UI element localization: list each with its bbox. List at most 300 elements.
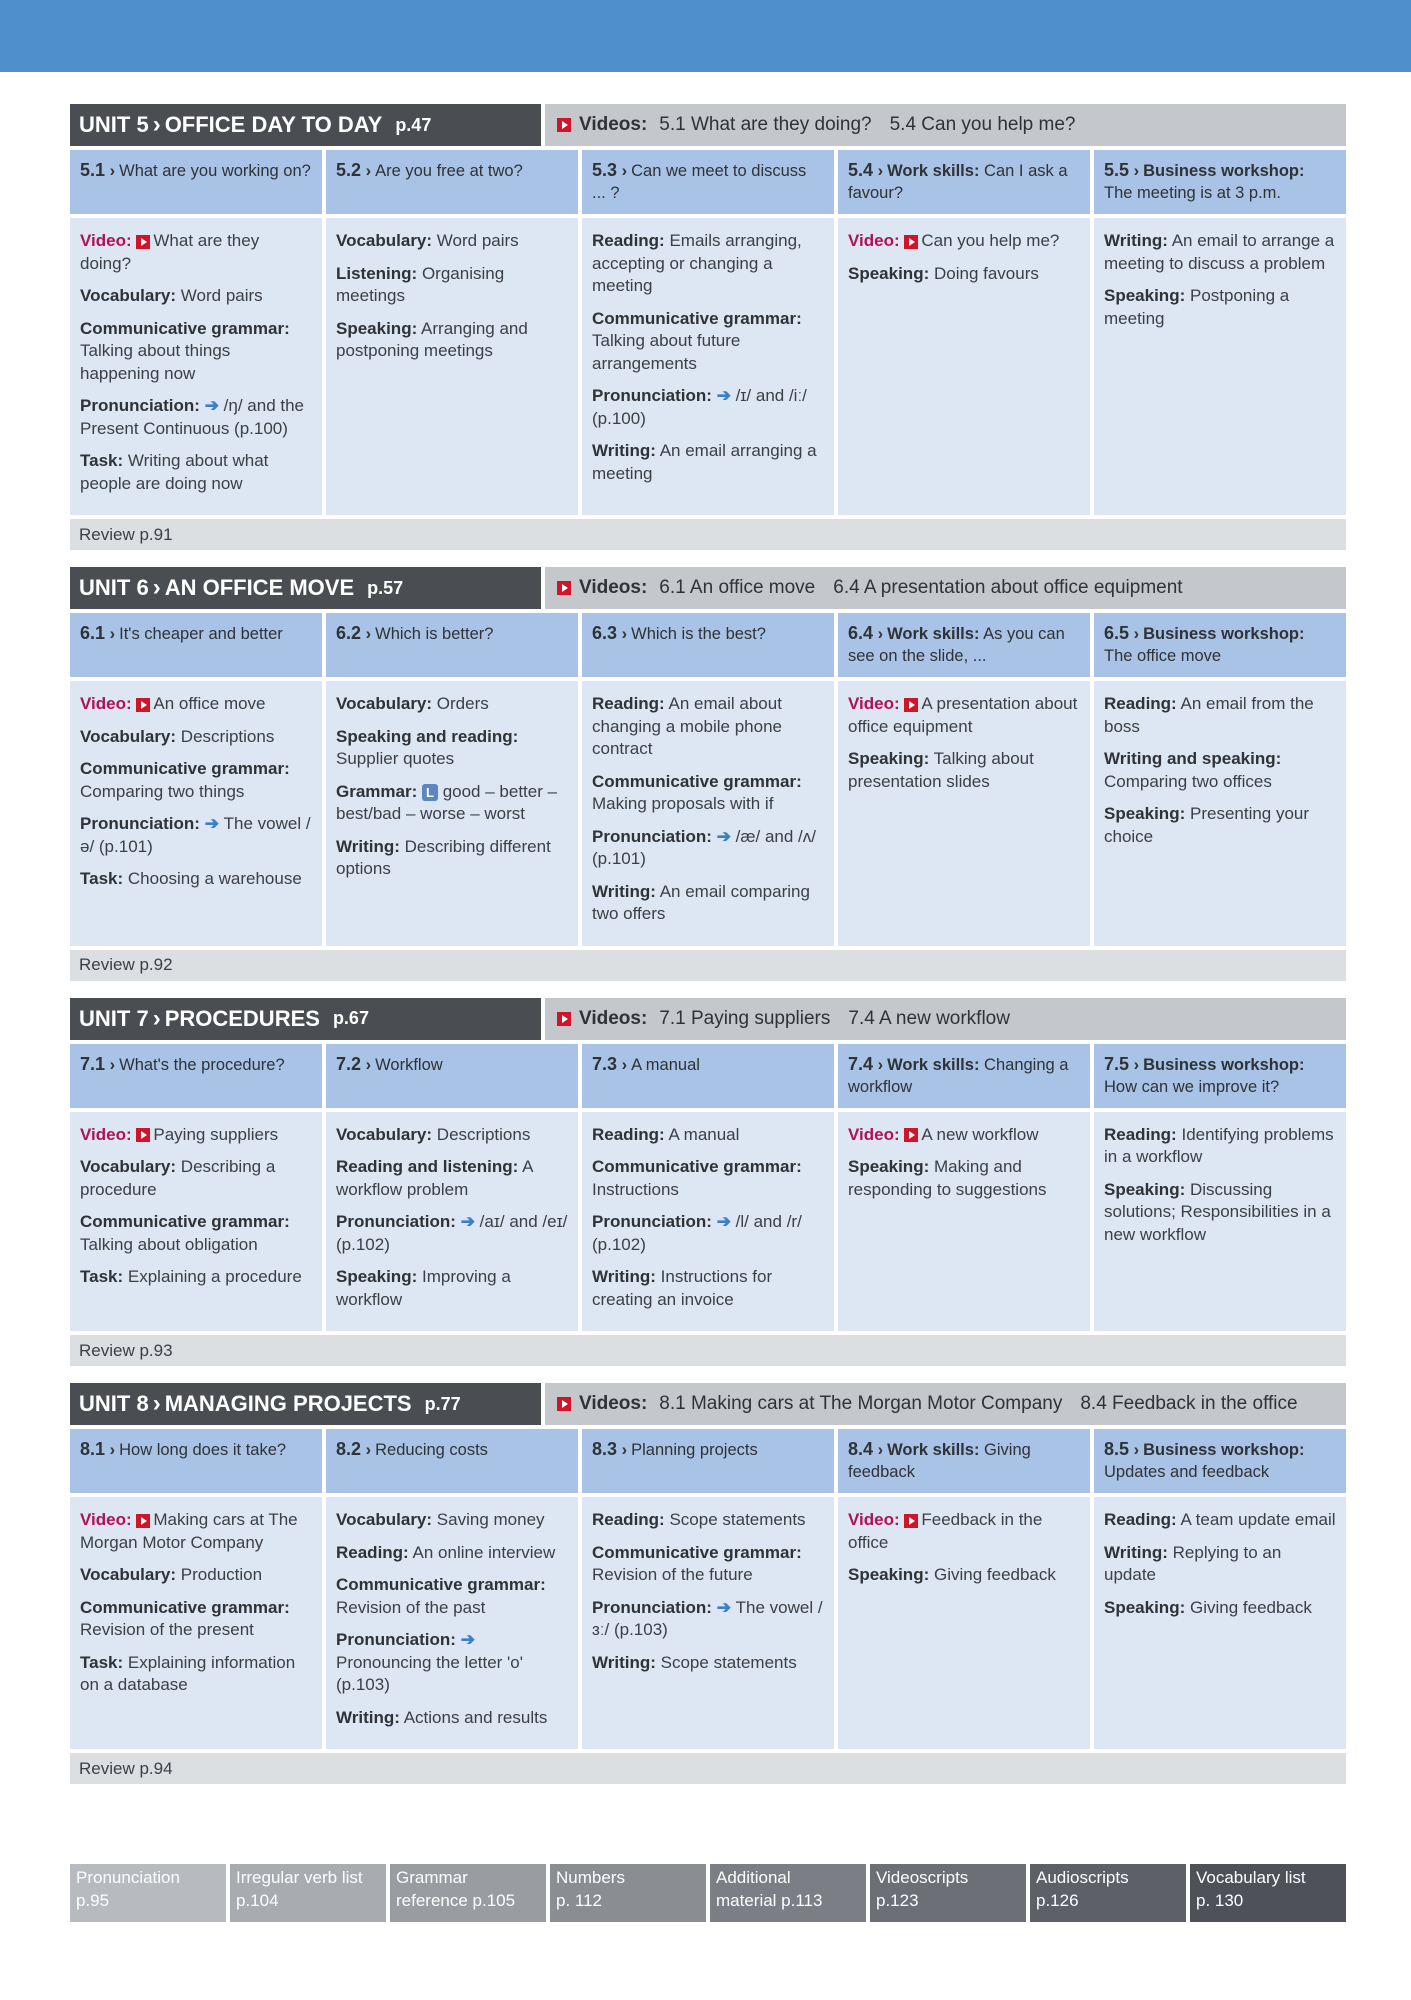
chevron-right-icon: › <box>105 1441 116 1459</box>
chevron-right-icon: › <box>1129 1055 1140 1074</box>
unit-page: p.57 <box>367 577 404 598</box>
lesson-item <box>80 868 312 891</box>
lesson-grid <box>70 613 1346 946</box>
lesson-prefix: Business workshop: <box>1143 625 1305 643</box>
lesson-prefix: Work skills: <box>887 162 980 180</box>
lesson-item <box>592 1597 824 1642</box>
item-text: Describing a procedure <box>80 1157 276 1199</box>
unit-title-bar[interactable] <box>70 104 541 146</box>
item-label: Communicative grammar: <box>80 1597 290 1617</box>
item-text: A workflow problem <box>336 1157 533 1199</box>
lesson-title: As you can see on the slide, ... <box>848 625 1065 665</box>
lesson-body <box>838 1497 1090 1749</box>
item-text: Talking about presentation slides <box>848 749 1034 791</box>
lesson-item <box>336 693 568 716</box>
item-text: Pronouncing the letter 'o' (p.103) <box>336 1652 523 1694</box>
item-text: Instructions <box>592 1179 679 1199</box>
item-label: Speaking: <box>1104 1597 1186 1617</box>
footer-link[interactable] <box>870 1864 1026 1922</box>
arrow-right-icon: ➔ <box>716 1597 736 1617</box>
lesson-item <box>848 748 1080 793</box>
lesson-item <box>592 1542 824 1587</box>
contents-page <box>70 104 1346 1801</box>
unit-section <box>70 1383 1346 1784</box>
lesson-prefix: Work skills: <box>887 625 980 643</box>
lesson-body <box>838 1112 1090 1332</box>
lesson-header[interactable] <box>582 613 834 677</box>
video-link[interactable]: 7.4 A new workflow <box>848 1007 1010 1029</box>
item-text: Identifying problems in a workflow <box>1104 1124 1334 1166</box>
lesson-header[interactable] <box>838 1044 1090 1108</box>
item-label: Video: <box>848 231 900 250</box>
review-bar[interactable]: Review p.94 <box>70 1753 1346 1784</box>
item-text: /l/ and /r/ (p.102) <box>592 1212 802 1254</box>
lesson-item <box>1104 1124 1336 1169</box>
lesson-item <box>1104 693 1336 738</box>
footer-page: reference p.105 <box>396 1891 516 1910</box>
lesson-title: Giving feedback <box>848 1441 1031 1481</box>
lesson-prefix: Work skills: <box>887 1055 980 1074</box>
item-label: Speaking: <box>1104 1179 1186 1199</box>
chevron-right-icon: › <box>152 1004 161 1032</box>
item-text: A team update email <box>1180 1510 1336 1529</box>
lesson-title: Workflow <box>375 1055 443 1074</box>
unit-section <box>70 567 1346 981</box>
unit-page: p.77 <box>424 1393 461 1414</box>
video-link[interactable]: 6.4 A presentation about office equipment <box>833 577 1183 598</box>
lesson-header[interactable] <box>70 150 322 214</box>
lesson-title: Are you free at two? <box>375 162 523 180</box>
lesson-header[interactable] <box>326 150 578 214</box>
item-label: Speaking: <box>336 1267 418 1286</box>
item-text: Replying to an update <box>1104 1542 1282 1584</box>
footer-link[interactable] <box>710 1864 866 1922</box>
item-label: Vocabulary: <box>336 694 433 713</box>
unit-videos-bar <box>545 1383 1346 1425</box>
chevron-right-icon: › <box>617 625 628 643</box>
review-bar[interactable]: Review p.92 <box>70 950 1346 981</box>
lesson-item <box>848 1509 1080 1554</box>
lesson-title: What are you working on? <box>119 162 311 180</box>
item-label: Writing and speaking: <box>1104 749 1282 768</box>
footer-page: p. 112 <box>556 1891 603 1910</box>
lesson-body <box>326 218 578 515</box>
footer-link[interactable] <box>1190 1864 1346 1922</box>
item-text: Descriptions <box>436 1124 531 1144</box>
lesson-body <box>838 218 1090 515</box>
review-bar[interactable]: Review p.93 <box>70 1335 1346 1366</box>
item-text: Making and responding to suggestions <box>848 1157 1047 1199</box>
lesson-item <box>592 230 824 298</box>
lesson-item <box>336 1707 568 1730</box>
arrow-right-icon: ➔ <box>204 814 224 833</box>
chevron-right-icon: › <box>105 625 116 643</box>
videos-label: Videos: <box>579 114 648 135</box>
chevron-right-icon: › <box>873 1055 884 1074</box>
lesson-item <box>592 1124 824 1147</box>
item-text: Explaining information on a database <box>80 1652 296 1694</box>
lesson-item <box>336 1124 568 1147</box>
item-label: Writing: <box>592 1267 656 1286</box>
item-text: An office move <box>153 694 266 713</box>
item-label: Vocabulary: <box>336 1510 433 1529</box>
footer-label: Grammar <box>396 1868 468 1887</box>
lesson-header[interactable] <box>838 1429 1090 1493</box>
item-text: /aɪ/ and /eɪ/ (p.102) <box>336 1212 568 1254</box>
item-label: Writing: <box>1104 231 1168 250</box>
footer-label: Pronunciation <box>76 1868 180 1887</box>
chevron-right-icon: › <box>105 1055 116 1074</box>
lesson-body <box>1094 1112 1346 1332</box>
lesson-title: Reducing costs <box>375 1441 488 1459</box>
item-text: Explaining a procedure <box>127 1267 302 1286</box>
lesson-item <box>80 693 312 716</box>
lesson-header[interactable] <box>1094 150 1346 214</box>
lesson-header[interactable] <box>582 1044 834 1108</box>
chevron-right-icon: › <box>361 162 372 180</box>
item-text: Comparing two things <box>80 781 245 801</box>
item-text: /ɪ/ and /iː/ (p.100) <box>592 386 807 428</box>
lesson-number: 7.3 <box>592 1053 618 1074</box>
item-text: An email to arrange a meeting to discuss a problem <box>1104 231 1335 273</box>
videos-label: Videos: <box>579 1007 648 1029</box>
item-label: Communicative grammar: <box>80 318 290 338</box>
video-link[interactable]: 5.4 Can you help me? <box>889 114 1076 135</box>
item-label: Pronunciation: <box>80 396 200 415</box>
item-text: A presentation about office equipment <box>848 694 1078 736</box>
lesson-body <box>326 681 578 946</box>
lesson-item <box>336 1542 568 1565</box>
lesson-item <box>80 450 312 495</box>
lesson-item <box>80 395 312 440</box>
lesson-number: 5.2 <box>336 160 362 180</box>
play-icon <box>557 581 571 595</box>
lesson-item <box>848 1156 1080 1201</box>
lesson-number: 7.1 <box>80 1053 106 1074</box>
lesson-number: 5.3 <box>592 160 618 180</box>
lesson-body <box>326 1112 578 1332</box>
lesson-header[interactable] <box>1094 1429 1346 1493</box>
item-text: Making cars at The Morgan Motor Company <box>80 1510 298 1552</box>
play-icon <box>904 1514 918 1528</box>
lesson-item <box>1104 230 1336 275</box>
item-text: Making proposals with if <box>592 794 774 813</box>
play-icon <box>557 118 571 132</box>
footer-link[interactable] <box>1030 1864 1186 1922</box>
play-icon <box>904 1128 918 1142</box>
video-link[interactable]: 7.1 Paying suppliers <box>659 1007 831 1029</box>
item-text: Organising meetings <box>336 263 505 305</box>
item-label: Video: <box>848 694 900 713</box>
lesson-prefix: Business workshop: <box>1143 162 1305 180</box>
unit-title-bar[interactable] <box>70 1383 541 1425</box>
item-text: Emails arranging, accepting or changing a meeting <box>592 231 802 295</box>
item-label: Listening: <box>336 263 418 283</box>
lesson-header[interactable] <box>70 613 322 677</box>
item-label: Reading: <box>592 694 665 713</box>
item-text: Describing different options <box>336 836 551 878</box>
lesson-item <box>592 1652 824 1675</box>
lesson-header[interactable] <box>1094 1044 1346 1108</box>
item-text: Can you help me? <box>921 231 1060 250</box>
lesson-prefix: Work skills: <box>887 1441 980 1459</box>
arrow-right-icon: ➔ <box>204 396 224 415</box>
item-label: Speaking: <box>848 749 930 768</box>
lesson-number: 6.3 <box>592 623 618 643</box>
lesson-header[interactable] <box>70 1429 322 1493</box>
item-label: Reading: <box>592 1124 665 1144</box>
review-bar[interactable]: Review p.91 <box>70 519 1346 550</box>
chevron-right-icon: › <box>152 111 161 138</box>
item-label: Speaking: <box>848 263 930 283</box>
chevron-right-icon: › <box>105 162 116 180</box>
play-icon <box>136 1128 150 1142</box>
item-label: Communicative grammar: <box>592 771 802 791</box>
item-label: Speaking: <box>848 1157 930 1176</box>
lesson-body <box>582 1112 834 1332</box>
lesson-title: Changing a workflow <box>848 1055 1069 1096</box>
lesson-number: 7.2 <box>336 1053 362 1074</box>
lesson-number: 5.5 <box>1104 160 1130 180</box>
lesson-number: 8.4 <box>848 1439 874 1459</box>
lesson-header[interactable] <box>326 1429 578 1493</box>
lesson-title: The meeting is at 3 p.m. <box>1104 184 1281 202</box>
item-label: Communicative grammar: <box>592 308 802 328</box>
footer-page: p.126 <box>1036 1891 1079 1910</box>
chevron-right-icon: › <box>873 1441 884 1459</box>
item-label: Vocabulary: <box>80 286 177 305</box>
item-text: Talking about obligation <box>80 1234 258 1254</box>
item-text: Actions and results <box>403 1707 548 1727</box>
lesson-body <box>1094 1497 1346 1749</box>
lesson-number: 6.5 <box>1104 623 1130 643</box>
lesson-item <box>592 440 824 485</box>
item-text: Feedback in the office <box>848 1510 1043 1552</box>
lesson-item <box>592 1156 824 1201</box>
unit-number: UNIT 5 <box>79 112 149 137</box>
item-text: Scope statements <box>660 1652 797 1672</box>
lesson-item <box>336 1156 568 1201</box>
footer-label: Additional <box>716 1868 791 1887</box>
videos-label: Videos: <box>579 577 648 598</box>
item-label: Pronunciation: <box>592 1597 712 1617</box>
unit-title: AN OFFICE MOVE <box>164 575 355 600</box>
lesson-item <box>80 1509 312 1554</box>
lesson-header[interactable] <box>582 150 834 214</box>
item-label: Vocabulary: <box>336 231 433 250</box>
lesson-item <box>592 385 824 430</box>
item-text: Production <box>180 1565 263 1584</box>
item-text: Descriptions <box>180 726 275 746</box>
chevron-right-icon: › <box>361 625 372 643</box>
unit-page: p.47 <box>395 114 432 135</box>
video-link[interactable]: 5.1 What are they doing? <box>659 114 872 135</box>
item-label: Reading: <box>592 231 665 250</box>
chevron-right-icon: › <box>873 162 884 180</box>
lesson-title: It's cheaper and better <box>119 625 283 643</box>
footer-link[interactable] <box>550 1864 706 1922</box>
arrow-right-icon: ➔ <box>716 826 736 846</box>
lesson-number: 8.5 <box>1104 1439 1130 1459</box>
item-text: Word pairs <box>180 286 263 305</box>
item-label: Pronunciation: <box>592 826 712 846</box>
footer-link[interactable] <box>390 1864 546 1922</box>
lesson-number: 8.3 <box>592 1439 618 1459</box>
lesson-header[interactable] <box>1094 613 1346 677</box>
lesson-item <box>80 318 312 386</box>
lesson-item <box>1104 1597 1336 1620</box>
lesson-item <box>592 693 824 761</box>
chevron-right-icon: › <box>617 162 628 180</box>
lesson-item <box>80 726 312 749</box>
item-text: Giving feedback <box>933 1565 1056 1584</box>
lesson-prefix: Business workshop: <box>1143 1055 1305 1074</box>
item-text: The vowel /ɜː/ (p.103) <box>592 1597 823 1639</box>
item-text: /ŋ/ and the Present Continuous (p.100) <box>80 396 304 438</box>
footer-link[interactable] <box>70 1864 226 1922</box>
lesson-item <box>592 1509 824 1532</box>
unit-title-bar[interactable] <box>70 998 541 1040</box>
lesson-title: Planning projects <box>631 1441 758 1459</box>
item-label: Video: <box>80 694 132 713</box>
lesson-item <box>80 1652 312 1697</box>
lesson-number: 8.1 <box>80 1439 106 1459</box>
footer-page: p. 130 <box>1196 1891 1244 1910</box>
item-text: Talking about future arrangements <box>592 331 741 373</box>
footer-label: Audioscripts <box>1036 1868 1129 1887</box>
lesson-item <box>336 726 568 771</box>
lesson-item <box>1104 1542 1336 1587</box>
lesson-item <box>848 1564 1080 1587</box>
unit-title: MANAGING PROJECTS <box>164 1391 412 1416</box>
item-text: Paying suppliers <box>153 1124 279 1144</box>
lesson-body <box>70 218 322 515</box>
arrow-right-icon: ➔ <box>460 1212 480 1231</box>
item-text: Improving a workflow <box>336 1267 511 1309</box>
item-label: Vocabulary: <box>80 1565 177 1584</box>
item-label: Task: <box>80 1267 124 1286</box>
footer-page: p.104 <box>236 1891 279 1910</box>
video-link[interactable]: 8.1 Making cars at The Morgan Motor Company <box>659 1393 1063 1414</box>
play-icon <box>136 698 150 712</box>
top-color-band <box>0 0 1411 72</box>
unit-videos-bar <box>545 998 1346 1040</box>
lesson-item <box>336 230 568 253</box>
lesson-header[interactable] <box>70 1044 322 1108</box>
lesson-title: Which is better? <box>375 625 494 643</box>
play-icon <box>136 1514 150 1528</box>
footer-link[interactable] <box>230 1864 386 1922</box>
lesson-header[interactable] <box>326 613 578 677</box>
item-label: Video: <box>80 1124 132 1144</box>
video-link[interactable]: 6.1 An office move <box>659 577 816 598</box>
item-label: Video: <box>80 231 132 250</box>
item-label: Communicative grammar: <box>336 1575 546 1594</box>
lesson-prefix: Business workshop: <box>1143 1441 1305 1459</box>
item-label: Reading: <box>336 1542 409 1562</box>
lesson-header[interactable] <box>838 150 1090 214</box>
lesson-body <box>838 681 1090 946</box>
unit-title-bar[interactable] <box>70 567 541 609</box>
footer-page: material p.113 <box>716 1891 823 1910</box>
lesson-item <box>592 1211 824 1256</box>
item-text: Arranging and postponing meetings <box>336 318 528 360</box>
lesson-body <box>582 1497 834 1749</box>
lesson-item <box>1104 803 1336 848</box>
item-label: Grammar: <box>336 781 418 801</box>
lesson-item <box>336 781 568 826</box>
unit-videos-bar <box>545 104 1346 146</box>
item-label: Writing: <box>592 1652 656 1672</box>
item-label: Vocabulary: <box>80 726 177 746</box>
chevron-right-icon: › <box>152 574 161 601</box>
lesson-body <box>582 218 834 515</box>
lesson-body <box>1094 218 1346 515</box>
item-label: Writing: <box>592 441 656 460</box>
unit-header <box>70 1383 1346 1425</box>
play-icon <box>557 1012 571 1026</box>
reference-footer <box>70 1864 1346 1922</box>
lesson-number: 5.1 <box>80 160 106 180</box>
lesson-header[interactable] <box>582 1429 834 1493</box>
item-text: Choosing a warehouse <box>127 869 302 888</box>
item-text: Revision of the past <box>336 1597 486 1617</box>
footer-page: p.95 <box>76 1891 110 1910</box>
lesson-number: 7.5 <box>1104 1053 1130 1074</box>
item-text: Talking about things happening now <box>80 341 231 383</box>
lesson-title: How can we improve it? <box>1104 1077 1280 1096</box>
lesson-grid <box>70 1044 1346 1332</box>
lesson-item <box>80 1266 312 1289</box>
lesson-grid <box>70 150 1346 515</box>
lesson-body <box>582 681 834 946</box>
footer-label: Videoscripts <box>876 1868 969 1887</box>
item-text: Postponing a meeting <box>1104 286 1290 328</box>
lesson-header[interactable] <box>838 613 1090 677</box>
lesson-title: Which is the best? <box>631 625 766 643</box>
lesson-item <box>1104 748 1336 793</box>
lesson-item <box>848 230 1080 253</box>
lesson-item <box>80 230 312 275</box>
item-text: Comparing two offices <box>1104 771 1272 791</box>
arrow-right-icon: ➔ <box>716 1212 736 1231</box>
play-icon <box>904 235 918 249</box>
lesson-item <box>336 318 568 363</box>
item-label: Task: <box>80 451 124 470</box>
lesson-item <box>80 1156 312 1201</box>
lesson-title: How long does it take? <box>119 1441 287 1459</box>
item-text: Doing favours <box>933 263 1039 283</box>
item-label: Pronunciation: <box>80 814 200 833</box>
unit-page: p.67 <box>332 1008 369 1028</box>
chevron-right-icon: › <box>617 1441 628 1459</box>
item-label: Communicative grammar: <box>592 1157 802 1176</box>
unit-number: UNIT 6 <box>79 575 149 600</box>
chevron-right-icon: › <box>361 1441 372 1459</box>
lesson-item <box>592 308 824 376</box>
video-link[interactable]: 8.4 Feedback in the office <box>1080 1393 1298 1414</box>
footer-label: Vocabulary list <box>1196 1868 1306 1887</box>
lesson-header[interactable] <box>326 1044 578 1108</box>
item-label: Speaking: <box>336 318 418 338</box>
item-text: Presenting your choice <box>1104 804 1310 846</box>
lesson-item <box>1104 1509 1336 1532</box>
item-text: Saving money <box>436 1510 545 1529</box>
item-label: Task: <box>80 869 124 888</box>
unit-number: UNIT 8 <box>79 1391 149 1416</box>
item-label: Task: <box>80 1652 124 1672</box>
item-label: Writing: <box>1104 1542 1168 1562</box>
